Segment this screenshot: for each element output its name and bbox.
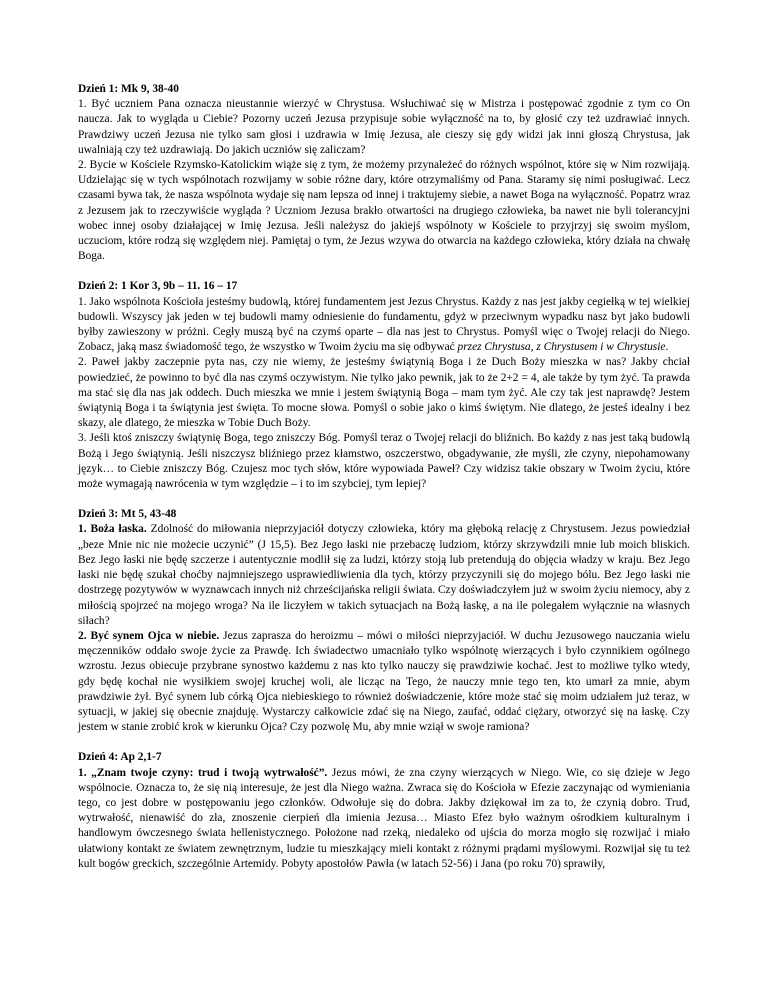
- day-3-paragraph-1-lead: 1. Boża łaska.: [78, 523, 147, 536]
- day-2-paragraph-1-italic: przez Chrystusa, z Chrystusem i w Chrystusie: [457, 341, 666, 354]
- day-2-paragraph-3: 3. Jeśli ktoś zniszczy świątynię Boga, tego zniszczy Bóg. Pomyśl teraz o Twojej relacji do bliźnich. Bo każdy z nas jest taką budowlą Bożą i Jego świątynią. Jeśli niszczysz bliźniego przez kłamstwo, oszczerstwo, obgadywanie, złe myśli, złe czyny, niepohamowany język… to Ciebie zniszczy Bóg. Czujesz moc tych słów, które wypowiada Paweł? Czy widzisz takie obszary w Twoim życiu, które może wymagają nawrócenia w tym względzie – i to im szybciej, tym lepiej?: [78, 432, 690, 491]
- day-4-section: [78, 750, 690, 872]
- day-3-paragraph-1: [78, 522, 690, 628]
- day-4-paragraph-1-lead: 1. „Znam twoje czyny: trud i twoją wytrwałość”.: [78, 766, 328, 779]
- day-1-paragraph-2: 2. Bycie w Kościele Rzymsko-Katolickim wiąże się z tym, że możemy przynależeć do różnych wspólnot, które się w Nim rozwijają. Udzielając się w tych wspólnotach rozwijamy w sobie różne dary, które otrzymaliśmy od Pana. Staramy się nimi posługiwać. Lecz czasami bywa tak, że nasza wspólnota wydaje się nam lepsza od innej i traktujemy siebie, a nawet Boga na wyłączność. Popatrz wraz z Jezusem jak to rzeczywiście wygląda ? Uczniom Jezusa brakło otwartości na drugiego człowieka, ba nawet nie byli tolerancyjni wobec innej osoby działającej w Imię Jezusa. Jeśli należysz do jakiejś wspólnoty w Kościele to przyjrzyj się swoim myślom, uczuciom, które rodzą się względem niej. Pamiętaj o tym, że Jezus wzywa do otwarcia na każdego człowieka, który działa na chwałę Boga.: [78, 159, 690, 263]
- day-3-paragraph-1-text: Zdolność do miłowania nieprzyjaciół dotyczy człowieka, który ma głęboką relację z Chrystusem. Jezus powiedział „beze Mnie nic nie możecie uczynić” (J 15,5). Bez Jego łaski nie przebaczę ludziom, którzy skrzywdzili mnie lub moich bliskich. Bez Jego łaski nie będę szczerze i autentycznie modlił się za ludzi, którzy stoją lub pretendują do objęcia władzy w kraju. Bez Jego łaski nie będę szukał choćby najmniejszego usprawiedliwienia dla tych, którzy przyczynili się do mojego bólu. Bez Jego łaski nie dostrzegę pozytywów w wyznawcach innych niż chrześcijańska religii świata. Czy doświadczyłem już w swoim życiu niemocy, aby z miłością spojrzeć na mojego wroga? Na ile liczyłem w takich sytuacjach na Bożą łaskę, a na ile polegałem wyłącznie na własnych siłach?: [78, 523, 690, 627]
- day-1-heading: Dzień 1: Mk 9, 38-40: [78, 83, 179, 95]
- day-4-paragraph-1: [78, 766, 690, 872]
- day-2-paragraph-1-tail: .: [665, 341, 669, 354]
- day-2-paragraph-1-text: 1. Jako wspólnota Kościoła jesteśmy budowlą, której fundamentem jest Jezus Chrystus. Każdy z nas jest jakby cegiełką w tej wielkiej budowli. Wszyscy jak jeden w tej budowli mamy odniesienie do fundamentu, gdyż w przeciwnym wypadku nasz byt jako budowli byłby zawieszony w próżni. Cegły muszą być na czymś oparte – dla nas jest to Chrystus. Pomyśl więc o Twojej relacji do Niego. Zobacz, jaką masz świadomość tego, że wszystko w Twoim życiu ma się odbywać: [78, 295, 690, 354]
- day-2-paragraph-1: [78, 295, 690, 356]
- day-1-paragraph-1: 1. Być uczniem Pana oznacza nieustannie wierzyć w Chrystusa. Wsłuchiwać się w Mistrza i postępować zgodnie z tym co On naucza. Jak to wygląda u Ciebie? Pozorny uczeń Jezusa przypisuje sobie wyłączność na to, by głosić czy też uzdrawiać innych. Prawdziwy uczeń Jezusa nie tylko sam głosi i uzdrawia w Imię Jezusa, ale cieszy się gdy widzi jak inni głoszą Chrystusa, jak uwalniają czy też uzdrawiają. Do jakich uczniów się zaliczam?: [78, 98, 690, 156]
- day-1-section: [78, 82, 690, 264]
- day-4-paragraph-1-text: Jezus mówi, że zna czyny wierzących w Niego. Wie, co się dzieje w Jego wspólnocie. Oznacza to, że się nią interesuje, że jest dla Niego ważna. Zwraca się do Kościoła w Efezie zaczynając od wymieniania tego, co jest dobre w postępowaniu jego członków. Odwołuje się do dobra. Jakby dziękował im za to, że czynią dobro. Trud, wytrwałość, nienawiść do zła, znoszenie cierpień dla imienia Jezusa… Miasto Efez było ważnym ośrodkiem kulturalnym i handlowym ówczesnego świata hellenistycznego. Położone nad rzeką, niedaleko od ujścia do morza mogło się rozwijać i miało ułatwiony kontakt ze światem zewnętrznym, ludzie tu mieszkający mieli kontakt z różnymi prądami myślowymi. Rozwijał się tu też kult bogów greckich, szczególnie Artemidy. Pobyty apostołów Pawła (w latach 52-56) i Jana (po roku 70) sprawiły,: [78, 766, 690, 870]
- day-2-section: [78, 279, 690, 492]
- day-3-paragraph-2-text: Jezus zaprasza do heroizmu – mówi o miłości nieprzyjaciół. W duchu Jezusowego nauczania wielu męczenników oddało swoje życie za Prawdę. Ich świadectwo umacniało tylko wspólnotę wierzących i było czynnikiem ogólnego wzrostu. Jezus obiecuje przybrane synostwo każdemu z nas kto tylko nauczy się prawdziwie kochać. Jest to możliwe tylko wtedy, gdy będę kochał nie wysiłkiem swojej kruchej woli, ale licząc na Tego, że nauczy mnie tego ten, kto umarł za mnie, abym prawdziwie żył. Być synem lub córką Ojca niebieskiego to również doświadczenie, które może stać się moim udziałem już teraz, w sytuacji, w jakiej się obecnie znajduję. Wystarczy całkowicie zdać się na Niego, zaufać, oddać ciężary, otworzyć się na łaskę. Czy jestem w stanie zrobić krok w kierunku Ojca? Czy pozwolę Mu, aby mnie wziął w swoje ramiona?: [78, 629, 691, 734]
- day-2-paragraph-2: 2. Paweł jakby zaczepnie pyta nas, czy nie wiemy, że jesteśmy świątynią Boga i że Duch Boży mieszka w nas? Jakby chciał powiedzieć, że powinno to być dla nas czymś oczywistym. Nie tylko jako pewnik, jak to że 2+2 = 4, ale także by tym żyć. Ta prawda ma stać się dla nas jak oddech. Duch mieszka we mnie i jestem świątynią Boga – mam tym żyć. Ale czy tak jest naprawdę? Jestem świątynią Boga i ta świątynia jest święta. To mocne słowa. Pomyśl o sobie jako o kimś świętym. Nie dlatego, że jesteś idealny i bez skazy, ale dlatego, że mieszka w Tobie Duch Boży.: [78, 356, 690, 430]
- day-2-heading: Dzień 2: 1 Kor 3, 9b – 11. 16 – 17: [78, 280, 238, 293]
- day-3-heading: Dzień 3: Mt 5, 43-48: [78, 508, 177, 521]
- day-3-paragraph-2: [78, 629, 690, 735]
- day-3-section: [78, 507, 690, 735]
- day-4-heading: Dzień 4: Ap 2,1-7: [78, 751, 162, 764]
- day-3-paragraph-2-lead: 2. Być synem Ojca w niebie.: [78, 629, 220, 642]
